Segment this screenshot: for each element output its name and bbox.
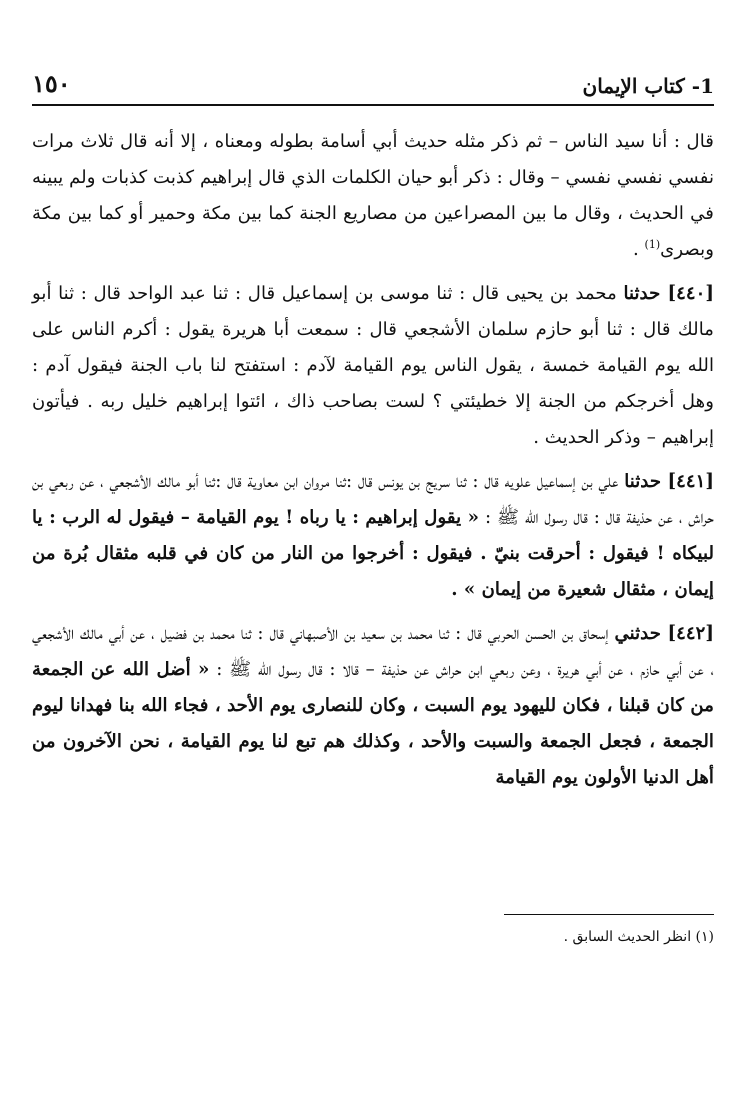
- hadith-441: [32, 464, 714, 608]
- hadith-442: [32, 616, 714, 796]
- paragraph-text: محمد بن يحيى قال : ثنا موسى بن إسماعيل قال : ثنا عبد الواحد قال : ثنا أبو مالك قال : ثنا أبو حازم سلمان الأشجعي قال : سمعت أبا هريرة يقول : أكرم الناس على الله يوم القيامة خمسة ، يقول الناس يوم القيامة لآدم : استفتح لنا باب الجنة فيقول آدم : وهل أخرجكم من الجنة إلا خطيئتي ؟ لست بصاحب ذاك ، ائتوا إبراهيم خليل ربه . فيأتون إبراهيم – وذكر الحديث .: [32, 283, 714, 448]
- paragraph-text: قال : أنا سيد الناس – ثم ذكر مثله حديث أبي أسامة بطوله ومعناه ، إلا أنه قال ثلاث مرات نفسي نفسي نفسي – وقال : ذكر أبو حيان الكلمات الذي قال إبراهيم كذبت كذبات ولم يبينه في الحديث ، وقال ما بين المصراعين من مصاريع الجنة كما بين مكة وحمير أو كما بين مكة وبصرى: [32, 131, 714, 260]
- paragraph-tail: .: [632, 239, 645, 260]
- running-head: 1- كتاب الإيمان: [582, 74, 714, 98]
- footnote: (١) انظر الحديث السابق .: [563, 929, 714, 945]
- paragraph-text: إسحاق بن الحسن الحربي قال : ثنا محمد بن سعيد بن الأصبهاني قال : ثنا محمد بن فضيل ، عن أبي مالك الأشجعي ، عن أبي حازم ، عن أبي هريرة ، وعن ربعي ابن حراش عن حذيفة – قالا : قال رسول الله ﷺ :: [32, 623, 714, 680]
- hadith-number: [٤٤١]: [667, 471, 714, 492]
- main-text: [32, 124, 714, 804]
- page-header: [32, 62, 714, 98]
- hadith-matn: « أضل الله عن الجمعة من كان قبلنا ، فكان لليهود يوم السبت ، وكان للنصارى يوم الأحد ، فجاء الله بنا فهدانا ليوم الجمعة ، فجعل الجمعة والسبت والأحد ، وكذلك هم تبع لنا يوم القيامة ، نحن الآخرون من أهل الدنيا الأولون يوم القيامة: [32, 659, 714, 788]
- page-number: ١٥٠: [32, 69, 71, 98]
- paragraph-text: علي بن إسماعيل علويه قال : ثنا سريج بن يونس قال :ثنا مروان ابن معاوية قال :ثنا أبو مالك الأشجعي ، عن ربعي بن حراش ، عن حذيفة قال : قال رسول الله ﷺ :: [32, 471, 714, 528]
- narration-lead: حدثني: [614, 623, 668, 644]
- hadith-440: [32, 276, 714, 456]
- paragraph-continuation: [32, 124, 714, 268]
- hadith-matn: « يقول إبراهيم : يا رباه ! يوم القيامة – فيقول له الرب : يا لبيكاه ! فيقول : أحرقت بنيّ . فيقول : أخرجوا من النار من كان في قلبه مثقال بُرة من إيمان ، مثقال شعيرة من إيمان » .: [32, 507, 714, 600]
- header-rule: [32, 104, 714, 106]
- narration-lead: حدثنا: [624, 471, 668, 492]
- narration-lead: حدثنا: [623, 283, 668, 304]
- hadith-number: [٤٤٢]: [667, 623, 714, 644]
- footnote-rule: [504, 914, 714, 915]
- footnote-reference: (1): [644, 237, 661, 251]
- hadith-number: [٤٤٠]: [667, 283, 714, 304]
